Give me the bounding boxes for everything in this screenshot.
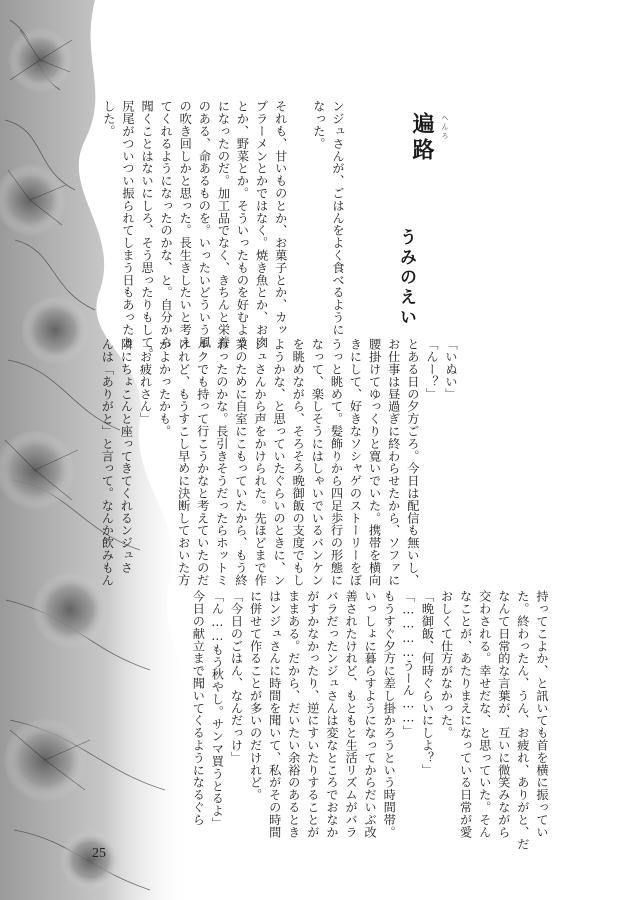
text-line: のある、命あるものを。いったいどういう風 [197,100,212,348]
text-line: バラだったンジュさんは変なところでおなか [324,590,339,838]
text-line: 尻尾がついつい振られてしまう日もあったり [120,100,135,348]
text-line: なって、楽しそうにはしゃいでいるバンケン [310,338,325,586]
text-line: 善されたけれど、もともと生活リズムがバラ [344,590,359,838]
text-line: ンジュさんが、ごはんをよく食べるように [331,100,345,336]
text-line: 今日の献立まで聞いてくるようになるぐら [191,590,206,826]
text-line: 「…………うーん……」 [401,590,416,738]
text-line: がすかなかったり、逆にすいたりすることが [305,590,320,838]
text-line: の吹き回しかと思った。長生きしたいと考え [178,100,193,348]
text-line: とか、野菜とか。そういったものを好むよう [235,100,250,348]
text-line [290,100,309,350]
text-line: わったのかな。長引きそうだったらホットミ [214,338,229,586]
text-line: なんて日常的な言葉が、互いに微笑みながら [496,590,511,838]
text-line: けれど、もうすこし早めに決断しておいた方 [176,338,191,586]
text-line: それも、甘いものとか、お菓子とか、カッ [273,100,288,336]
text-line: いっしょに暮らすようになってからだいぶ改 [363,590,378,838]
text-line: 「いぬい」 [444,338,458,400]
text-line: なった。 [311,100,326,150]
text-block-top [99,100,347,361]
text-line: 「んー？」 [424,338,439,400]
text-line: はンジュさんに時間を聞いて、私がその時間 [267,590,282,838]
text-line: 「ん……もう秋やし。サンマ買うとるよ」 [210,590,225,830]
text-line: に併せて作ることが多いのだけれど。 [248,590,263,801]
text-line: になったのだ。加工品でなく、きちんと栄養 [216,100,231,348]
text-line: 「今日のごはん、なんだっけ」 [229,590,244,764]
text-line: なことが、あたりまえになっている日常が愛 [458,590,473,838]
title-ruby: へんろ [441,114,449,141]
text-line: 隣にちょこんと座ってきてくれるンジュさ [119,338,134,574]
text-block-bottom [188,590,551,851]
text-line: お仕事は昼過ぎに終わらせたから、ソファに [386,338,401,586]
text-line: 「晩御飯、何時ぐらいにしよ？」 [420,590,435,776]
text-line: がよかったかも。 [157,338,172,438]
text-line: んは「ありがと」と言って。なんか飲みもん [100,338,115,586]
text-line: プラーメンとかではなく。焼き魚とか、お肉 [254,100,269,348]
author-name: うみのえい [396,228,416,328]
text-line: ままある。だから、だいたい余裕のあるとき [286,590,301,838]
text-line: を眺めながら、そろそろ晩御飯の支度でもし [291,338,306,586]
text-line: うっと眺めて。髪飾りから四足歩行の形態に [329,338,344,586]
text-line: 聞くことはないにしろ、そう思ったりもして。 [140,100,155,361]
text-line: 交わされる。幸せだな、と思っていた。そん [477,590,492,838]
text-line: 業のために自室にこもっていたから、もう終 [233,338,248,586]
text-line: ジュさんから声をかけられた。先ほどまで作 [253,338,268,586]
text-line: きにして、好きなソシャゲのストーリーをぼ [348,338,363,586]
page-number: 25 [92,846,106,861]
text-line: 持ってこよか、と訊いても首を横に振ってい [535,590,549,838]
text-block-middle [97,338,460,598]
text-line: 「お疲れさん」 [138,338,153,425]
text-line: とある日の夕方ごろ。今日は配信も無いし、 [405,338,420,586]
text-line: おしくて仕方がなかった。 [439,590,454,739]
text-line: ルクでも持って行こうかなと考えていたのだ [195,338,210,586]
story-title: 遍路 [409,112,435,164]
text-line: てくれるようになったのかな、と。自分から [159,100,174,348]
text-line: ようかな、と思っていたぐらいのときに、ン [272,338,287,586]
text-line: もうすぐ夕方に差し掛かろうという時間帯。 [382,590,397,838]
text-line: した。 [101,100,116,138]
text-line: 腰掛けてゆっくりと寛いでいた。携帯を横向 [367,338,382,586]
text-line: た。終わったん、うん、お疲れ、ありがと、だ [515,590,530,851]
